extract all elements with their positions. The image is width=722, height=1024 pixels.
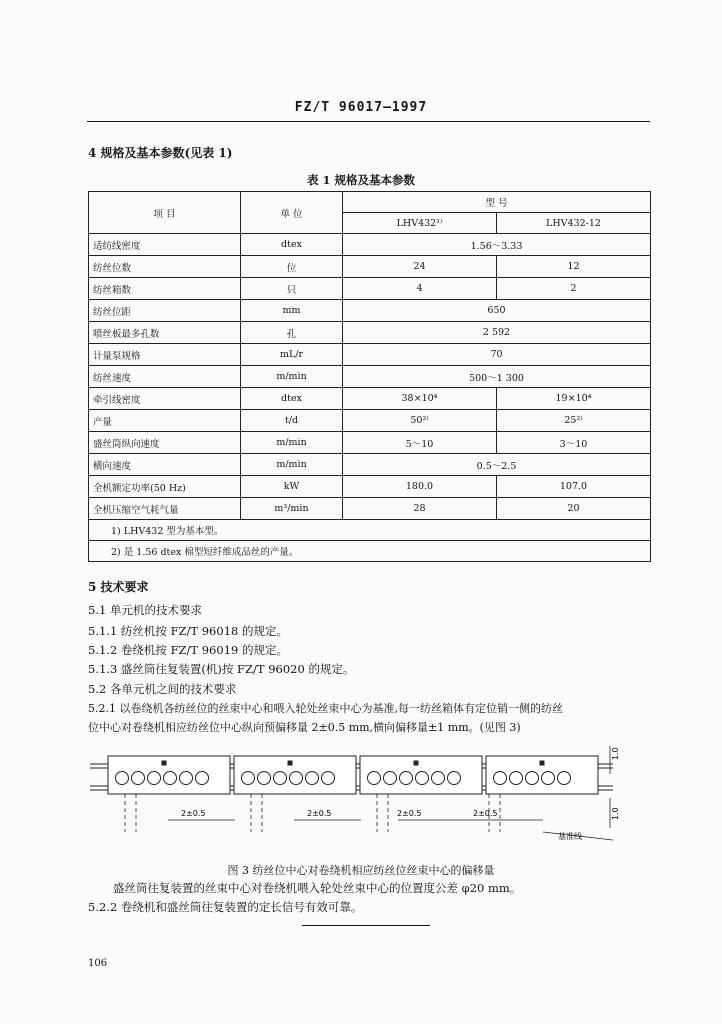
spinneret-position [116,772,129,785]
header-rule [87,121,650,122]
row-unit: mm [241,300,343,322]
spinneret-position [274,772,287,785]
row-unit: dtex [241,388,343,410]
table-row [89,322,651,344]
page-number: 106 [88,958,108,969]
table-note-2: 2) 是 1.56 dtex 棉型短纤维成品丝的产量。 [89,541,651,562]
row-unit: dtex [241,234,343,256]
row-value-lhv432-12: 19×10⁴ [497,388,651,410]
row-value-lhv432-12: 12 [497,256,651,278]
offset-label-3: 2±0.5 [397,809,422,818]
row-item: 盛丝筒纵向速度 [89,432,241,454]
clause-5-2-2: 5.2.2 卷绕机和盛丝筒往复装置的定长信号有效可靠。 [88,900,363,914]
header-unit: 单 位 [241,192,343,234]
row-item: 纺丝位数 [89,256,241,278]
row-value-merged: 1.56～3.33 [343,234,651,256]
row-unit: m³/min [241,498,343,520]
offset-label-2: 2±0.5 [307,809,332,818]
row-item: 横向速度 [89,454,241,476]
table-row [89,476,651,498]
table-row [89,432,651,454]
row-item: 产量 [89,410,241,432]
header-model-1: LHV432¹⁾ [343,213,497,234]
row-value-merged: 2 592 [343,322,651,344]
baseline-label: 基准线 [558,832,582,841]
table-caption: 表 1 规格及基本参数 [306,173,415,187]
spinneret-position [180,772,193,785]
row-value-lhv432: 5～10 [343,432,497,454]
row-value-merged: 0.5～2.5 [343,454,651,476]
row-value-merged: 70 [343,344,651,366]
row-unit: 位 [241,256,343,278]
spinneret-position [368,772,381,785]
row-item: 计量泵规格 [89,344,241,366]
spinneret-position [242,772,255,785]
row-unit: 只 [241,278,343,300]
row-value-lhv432-12: 2 [497,278,651,300]
row-value-lhv432: 28 [343,498,497,520]
table-row [89,388,651,410]
table-note-1: 1) LHV432 型为基本型。 [89,520,651,541]
row-unit: m/min [241,454,343,476]
table-row [89,498,651,520]
row-value-lhv432: 180.0 [343,476,497,498]
locating-pin [288,761,292,765]
row-item: 牵引线密度 [89,388,241,410]
tolerance-label-2: 1.0 [611,807,620,820]
spinneret-position [558,772,571,785]
clause-5-2-1-tolerance: 盛丝筒往复装置的丝束中心对卷绕机喂入轮处丝束中心的位置度公差 φ20 mm。 [113,881,522,895]
row-value-lhv432-12: 107.0 [497,476,651,498]
locating-pin [414,761,418,765]
table-row [89,344,651,366]
header-model-2: LHV432-12 [497,213,651,234]
row-value-merged: 500～1 300 [343,366,651,388]
row-unit: 孔 [241,322,343,344]
spinneret-position [416,772,429,785]
spec-table-body [89,234,651,520]
spinneret-position [526,772,539,785]
row-unit: kW [241,476,343,498]
clause-5-2-1-line-2: 位中心对卷绕机相应纺丝位中心纵向预偏移量 2±0.5 mm,横向偏移量±1 mm。(见图 3) [88,721,521,734]
row-unit: t/d [241,410,343,432]
table-row [89,256,651,278]
spinneret-position [258,772,271,785]
row-value-lhv432-12: 3～10 [497,432,651,454]
spinneret-position [432,772,445,785]
row-item: 纺丝箱数 [89,278,241,300]
tolerance-label-1: 1.0 [611,747,620,760]
row-value-lhv432: 50²⁾ [343,410,497,432]
locating-pin [162,761,166,765]
row-item: 适纺线密度 [89,234,241,256]
spec-table [88,191,651,562]
table-row [89,300,651,322]
row-item: 纺丝位距 [89,300,241,322]
spinneret-position [322,772,335,785]
row-item: 喷丝板最多孔数 [89,322,241,344]
header-model: 型 号 [343,192,651,213]
section-4-title: 4 规格及基本参数(见表 1) [88,146,233,160]
spinneret-position [494,772,507,785]
locating-pin [540,761,544,765]
header-item: 项 目 [89,192,241,234]
figure-3-caption: 图 3 纺丝位中心对卷绕机相应纺丝位丝束中心的偏移量 [227,864,495,877]
spinneret-position [306,772,319,785]
clause-5-2-1-line-1: 5.2.1 以卷绕机各纺丝位的丝束中心和喂入轮处丝束中心为基准,每一纺丝箱体有定位销一侧的纺丝 [88,702,563,715]
figure-3-offset-diagram [88,740,628,852]
end-rule [302,925,430,926]
clause-5-1-2: 5.1.2 卷绕机按 FZ/T 96019 的规定。 [88,643,288,657]
table-row [89,278,651,300]
row-value-lhv432-12: 20 [497,498,651,520]
clause-5-1: 5.1 单元机的技术要求 [88,603,202,617]
table-row [89,410,651,432]
row-value-lhv432-12: 25²⁾ [497,410,651,432]
table-row [89,454,651,476]
row-item: 全机压缩空气耗气量 [89,498,241,520]
row-item: 纺丝速度 [89,366,241,388]
row-value-merged: 650 [343,300,651,322]
spinneret-position [164,772,177,785]
spinneret-position [448,772,461,785]
clause-5-1-3: 5.1.3 盛丝筒往复装置(机)按 FZ/T 96020 的规定。 [88,662,355,676]
row-value-lhv432: 24 [343,256,497,278]
spinneret-position [196,772,209,785]
spinneret-position [290,772,303,785]
table-row [89,366,651,388]
row-unit: m/min [241,432,343,454]
clause-5-2: 5.2 各单元机之间的技术要求 [88,682,237,696]
offset-label-1: 2±0.5 [181,809,206,818]
row-value-lhv432: 4 [343,278,497,300]
standard-code: FZ/T 96017—1997 [294,100,428,115]
spinneret-position [132,772,145,785]
spinneret-position [384,772,397,785]
row-item: 全机额定功率(50 Hz) [89,476,241,498]
clause-5-1-1: 5.1.1 纺丝机按 FZ/T 96018 的规定。 [88,624,288,638]
offset-label-4: 2±0.5 [473,809,498,818]
spinneret-position [400,772,413,785]
section-5-title: 5 技术要求 [88,580,149,594]
row-unit: m/min [241,366,343,388]
row-value-lhv432: 38×10⁴ [343,388,497,410]
spinneret-position [542,772,555,785]
spinneret-position [510,772,523,785]
spinneret-position [148,772,161,785]
row-unit: mL/r [241,344,343,366]
table-row [89,234,651,256]
